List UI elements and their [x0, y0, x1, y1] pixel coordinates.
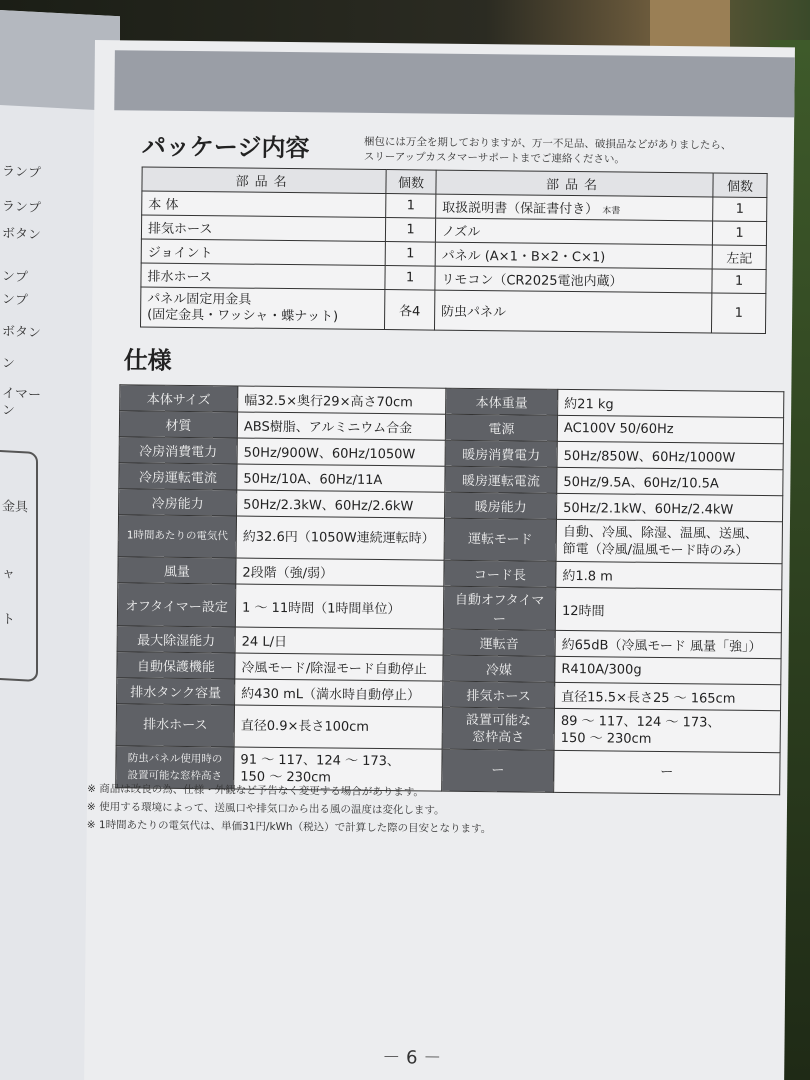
spec-label: 自動オフタイマー	[443, 586, 555, 630]
part-name: リモコン（CR2025電池内蔵）	[435, 266, 713, 293]
part-name-header: 部品名	[436, 170, 714, 197]
part-name: 取扱説明書（保証書付き） 本書	[436, 194, 714, 221]
spec-label: 設置可能な 窓枠高さ	[442, 707, 554, 750]
spec-label: 暖房消費電力	[445, 440, 557, 467]
spec-row	[118, 515, 782, 564]
spec-value: 約1.8 m	[556, 561, 782, 589]
left-page-item: ランプ	[2, 164, 42, 182]
spec-value: 2段階（強/弱）	[236, 558, 444, 586]
part-qty: 1	[712, 269, 766, 294]
package-notice-line: 梱包には万全を期しておりますが、万一不足品、破損品などがありましたら、	[363, 135, 732, 152]
package-contents-title: パッケージ内容	[141, 132, 310, 163]
spec-label: 最大除湿能力	[117, 626, 235, 653]
spec-label: 運転モード	[444, 518, 556, 561]
part-name-header: 部品名	[142, 167, 386, 194]
spec-value: 直径15.5×長さ25 ～ 165cm	[555, 682, 781, 710]
spec-label: 冷媒	[443, 655, 555, 682]
left-page-item: 金具	[2, 499, 29, 516]
part-qty: 1	[713, 197, 767, 222]
part-name: パネル固定用金具 (固定金具・ワッシャ・蝶ナット)	[140, 287, 385, 330]
spec-label: オフタイマー設定	[117, 583, 235, 627]
spec-value: 1 ～ 11時間（1時間単位）	[235, 584, 443, 629]
page-number: － 6 －	[382, 1047, 442, 1069]
spec-value: 約32.6円（1050W連続運転時）	[236, 516, 444, 560]
part-name: 排水ホース	[141, 263, 385, 290]
spec-value: 12時間	[555, 587, 781, 632]
spec-value: ABS樹脂、アルミニウム合金	[237, 412, 445, 440]
spec-label: 自動保護機能	[117, 652, 235, 679]
spec-value: 91 ～ 117、124 ～ 173、 150 ～ 230cm	[234, 747, 442, 791]
spec-label: 暖房能力	[445, 492, 557, 519]
left-page-item: ランプ	[2, 199, 42, 217]
part-qty: 1	[713, 221, 767, 246]
spec-value: AC100V 50/60Hz	[557, 415, 783, 443]
package-notice	[364, 135, 732, 169]
spec-notes	[87, 780, 492, 838]
package-notice-line: スリーアップカスタマーサポートまでご連絡ください。	[363, 150, 625, 166]
spec-value: 50Hz/10A、60Hz/11A	[237, 464, 445, 492]
spec-value: 幅32.5×奥行29×高さ70cm	[238, 386, 446, 414]
background-box	[650, 0, 730, 52]
spec-value: 50Hz/2.1kW、60Hz/2.4kW	[557, 493, 783, 521]
spec-label: 運転音	[443, 629, 555, 656]
spec-value: 約430 mL（満水時自動停止）	[235, 679, 443, 707]
left-page-item: ボタン	[2, 226, 42, 244]
spec-label: 排気ホース	[443, 681, 555, 708]
left-page-item: ンプ	[2, 292, 29, 309]
spec-note: ※ 1時間あたりの電気代は、単価31円/kWh（税込）で計算した際の目安となります。	[86, 818, 492, 836]
spec-label: 暖房運転電流	[445, 466, 557, 493]
spec-table	[115, 384, 784, 795]
part-name: パネル (A×1・B×2・C×1)	[435, 242, 713, 269]
spec-title: 仕様	[123, 346, 172, 375]
table-row	[140, 287, 765, 334]
manual-page	[84, 40, 795, 1080]
part-qty: 1	[385, 266, 435, 291]
qty-header: 個数	[713, 173, 767, 198]
spec-label: 1時間あたりの電気代	[118, 515, 236, 558]
spec-value: 直径0.9×長さ100cm	[234, 705, 442, 749]
left-page-item: イマー	[2, 386, 42, 404]
spec-label: 風量	[118, 557, 236, 584]
left-page-item: ト	[2, 612, 16, 628]
part-name: 防虫パネル	[434, 290, 712, 333]
part-qty: 1	[712, 293, 766, 334]
part-qty: 1	[386, 194, 436, 219]
part-name: 本 体	[142, 191, 386, 218]
part-qty: 1	[385, 242, 435, 267]
qty-header: 個数	[386, 170, 436, 195]
part-qty: 左記	[712, 245, 766, 270]
spec-value: 自動、冷風、除湿、温風、送風、 節電（冷風/温風モード時のみ）	[556, 519, 782, 563]
spec-label: 本体重量	[446, 388, 558, 415]
spec-value: ー	[554, 750, 780, 794]
spec-value: 50Hz/900W、60Hz/1050W	[237, 438, 445, 466]
spec-label: 防虫パネル使用時の 設置可能な窓枠高さ	[116, 746, 234, 789]
spec-label: ー	[442, 749, 554, 792]
spec-note: ※ 使用する環境によって、送風口や排気口から出る風の温度は変化します。	[86, 800, 445, 817]
part-note: 本書	[602, 206, 621, 217]
spec-label: 冷房運転電流	[119, 463, 237, 490]
part-name: ジョイント	[141, 239, 385, 266]
spec-row	[116, 704, 780, 753]
spec-label: 電源	[445, 414, 557, 441]
part-name: ノズル	[435, 218, 713, 245]
spec-label: 本体サイズ	[120, 385, 238, 412]
left-page-item: ン	[2, 356, 16, 372]
spec-value: 50Hz/850W、60Hz/1000W	[557, 441, 783, 469]
page-header-band	[114, 50, 795, 117]
spec-value: 冷風モード/除湿モード自動停止	[235, 653, 443, 681]
left-page-item: ン	[2, 403, 16, 419]
spec-value: 50Hz/2.3kW、60Hz/2.6kW	[237, 490, 445, 518]
left-page-item: ャ	[2, 566, 16, 582]
spec-label: 材質	[119, 411, 237, 438]
spec-row	[117, 583, 781, 633]
spec-value: R410A/300g	[555, 656, 781, 684]
spec-value: 24 L/日	[235, 627, 443, 655]
left-page-item: ボタン	[2, 324, 42, 342]
spec-note: ※ 商品は改良の為、仕様・外観など予告なく変更する場合があります。	[87, 782, 424, 799]
spec-value: 約21 kg	[558, 389, 784, 417]
left-page-item: ンプ	[2, 269, 29, 286]
spec-value: 約65dB（冷風モード 風量「強」）	[555, 630, 781, 658]
spec-value: 50Hz/9.5A、60Hz/10.5A	[557, 467, 783, 495]
spec-value: 89 ～ 117、124 ～ 173、 150 ～ 230cm	[554, 708, 780, 752]
spec-label: 排水ホース	[116, 704, 234, 747]
spec-label: コード長	[444, 560, 556, 587]
spec-label: 冷房能力	[119, 489, 237, 516]
part-qty: 1	[386, 218, 436, 243]
spec-label: 排水タンク容量	[117, 678, 235, 705]
package-contents-table	[140, 166, 768, 334]
part-qty: 各4	[385, 290, 435, 331]
spec-label: 冷房消費電力	[119, 437, 237, 464]
part-name: 排気ホース	[141, 215, 385, 242]
